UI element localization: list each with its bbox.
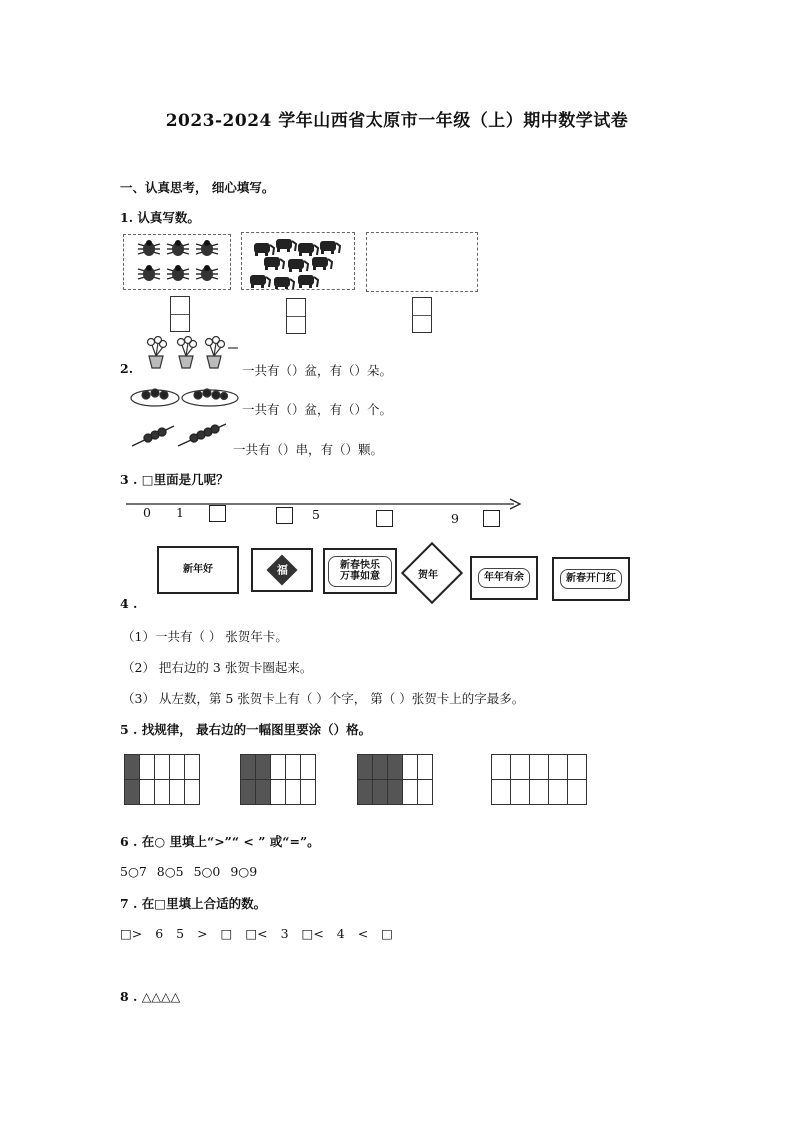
grid-cell xyxy=(373,755,388,780)
grid-cell xyxy=(241,780,256,805)
elephant-icon xyxy=(312,257,332,270)
greeting-card-6-text: 新春开门红 xyxy=(560,569,622,589)
grid-cell xyxy=(418,780,433,805)
grid-cell[interactable] xyxy=(549,755,568,780)
grid-cell[interactable] xyxy=(492,755,511,780)
greeting-card-2 xyxy=(251,548,313,592)
pattern-grid-table xyxy=(357,754,433,805)
grid-cell[interactable] xyxy=(530,755,549,780)
question-2-row-1: 一共有（）盆，有（）朵。 xyxy=(242,363,393,378)
elephant-icon xyxy=(250,275,270,288)
grid-cell xyxy=(388,755,403,780)
spider-icon xyxy=(196,240,218,256)
number-line xyxy=(126,494,526,514)
grid-cell[interactable] xyxy=(549,780,568,805)
grid-cell[interactable] xyxy=(511,780,530,805)
number-line-blank-2[interactable] xyxy=(276,507,293,524)
question-2-row-3: 一共有（）串，有（）颗。 xyxy=(233,442,384,457)
tick-label-9: 9 xyxy=(451,511,459,526)
pattern-grid-3 xyxy=(357,754,433,805)
spider-icon xyxy=(138,265,160,281)
spider-icon xyxy=(138,240,160,256)
pattern-grid-table xyxy=(240,754,316,805)
grid-cell xyxy=(301,755,316,780)
grid-cell xyxy=(185,780,200,805)
elephant-icon-group xyxy=(242,233,354,289)
pattern-grid-table xyxy=(124,754,200,805)
number-line-blank-3[interactable] xyxy=(376,510,393,527)
greeting-card-5-text: 年年有余 xyxy=(478,568,530,588)
grid-cell xyxy=(125,780,140,805)
question-5-label: 5 . 找规律， 最右边的一幅图里要涂（）格。 xyxy=(120,722,372,737)
greeting-card-6 xyxy=(552,557,630,601)
elephant-icon xyxy=(288,259,308,272)
greeting-card-1 xyxy=(157,546,239,594)
tick-label-0: 0 xyxy=(143,505,151,520)
section-heading: 一、认真思考， 细心填写。 xyxy=(120,180,275,195)
elephant-picture-box xyxy=(241,232,355,290)
question-7-label: 7 . 在□里填上合适的数。 xyxy=(120,896,267,911)
elephant-icon xyxy=(298,243,318,256)
question-6-items[interactable]: 5○7 8○5 5○0 9○9 xyxy=(120,864,258,879)
grid-cell xyxy=(373,780,388,805)
grid-cell xyxy=(286,780,301,805)
question-4-item-1: （1）一共有（ ） 张贺年卡。 xyxy=(122,629,288,644)
tick-label-1: 1 xyxy=(176,505,184,520)
question-4-item-2: （2） 把右边的 3 张贺卡圈起来。 xyxy=(122,660,313,675)
grid-cell xyxy=(241,755,256,780)
grid-cell[interactable] xyxy=(492,780,511,805)
grid-cell xyxy=(388,780,403,805)
grid-cell xyxy=(358,755,373,780)
question-1-label: 1. 认真写数。 xyxy=(120,210,200,225)
grid-cell xyxy=(170,755,185,780)
question-6-label: 6 . 在○ 里填上“>”“ < ” 或“=”。 xyxy=(120,834,320,849)
grid-cell xyxy=(271,780,286,805)
question-4-number: 4 . xyxy=(120,596,138,611)
number-line-blank-4[interactable] xyxy=(483,510,500,527)
spider-icon-group xyxy=(124,235,230,289)
grid-cell xyxy=(301,780,316,805)
elephant-icon xyxy=(264,257,284,270)
grid-cell xyxy=(403,780,418,805)
pattern-grid-table xyxy=(491,754,587,805)
elephant-icon xyxy=(320,241,340,254)
greeting-card-3 xyxy=(323,548,397,594)
grid-cell xyxy=(170,780,185,805)
question-8-label: 8 . △△△△ xyxy=(120,989,181,1004)
grid-cell xyxy=(155,755,170,780)
elephant-icon xyxy=(250,239,340,289)
grid-cell[interactable] xyxy=(511,755,530,780)
question-2-row-2: 一共有（）盆，有（）个。 xyxy=(242,402,393,417)
grid-cell xyxy=(256,780,271,805)
fruit-plate-icon xyxy=(130,384,242,410)
pattern-grid-2 xyxy=(240,754,316,805)
spider-icon xyxy=(167,240,189,256)
grid-cell xyxy=(403,755,418,780)
grid-cell[interactable] xyxy=(568,755,587,780)
spider-icon xyxy=(138,240,218,281)
page-title: 2023-2024 学年山西省太原市一年级（上）期中数学试卷 xyxy=(165,111,629,131)
spider-icon xyxy=(167,265,189,281)
tick-label-5: 5 xyxy=(312,507,320,522)
answer-box-3[interactable] xyxy=(412,297,432,333)
grid-cell xyxy=(256,755,271,780)
number-line-blank-1[interactable] xyxy=(209,505,226,522)
pattern-grid-4[interactable] xyxy=(491,754,587,805)
skewer-icon xyxy=(130,420,234,450)
elephant-icon xyxy=(298,275,318,288)
grid-cell xyxy=(140,780,155,805)
elephant-icon xyxy=(276,239,296,252)
greeting-card-1-text: 新年好 xyxy=(183,564,213,576)
grid-cell xyxy=(358,780,373,805)
greeting-card-4-text: 贺年 xyxy=(418,570,438,581)
grid-cell xyxy=(125,755,140,780)
grid-cell xyxy=(155,780,170,805)
answer-box-2[interactable] xyxy=(286,298,306,334)
greeting-card-3-text: 新春快乐 万事如意 xyxy=(328,556,392,587)
elephant-icon xyxy=(274,277,294,289)
grid-cell xyxy=(140,755,155,780)
grid-cell[interactable] xyxy=(568,780,587,805)
fu-diamond-icon xyxy=(266,554,297,585)
elephant-icon xyxy=(254,243,274,256)
spider-icon xyxy=(196,265,218,281)
pattern-grid-1 xyxy=(124,754,200,805)
grid-cell xyxy=(271,755,286,780)
question-4-item-3: （3） 从左数，第 5 张贺卡上有（ ）个字， 第（ ）张贺卡上的字最多。 xyxy=(122,691,525,706)
grid-cell[interactable] xyxy=(530,780,549,805)
question-3-label: 3 . □里面是几呢？ xyxy=(120,472,229,487)
grid-cell xyxy=(286,755,301,780)
question-2-number: 2. xyxy=(120,361,134,376)
greeting-card-2-text: 福 xyxy=(276,563,288,576)
answer-box-1[interactable] xyxy=(170,296,190,332)
question-7-items[interactable]: □> 6 5 > □ □< 3 □< 4 < □ xyxy=(120,926,393,941)
grid-cell xyxy=(185,755,200,780)
spider-picture-box xyxy=(123,234,231,290)
flower-pot-icon xyxy=(140,336,240,372)
greeting-card-5 xyxy=(470,556,538,600)
grid-cell xyxy=(418,755,433,780)
empty-picture-box xyxy=(366,232,478,292)
